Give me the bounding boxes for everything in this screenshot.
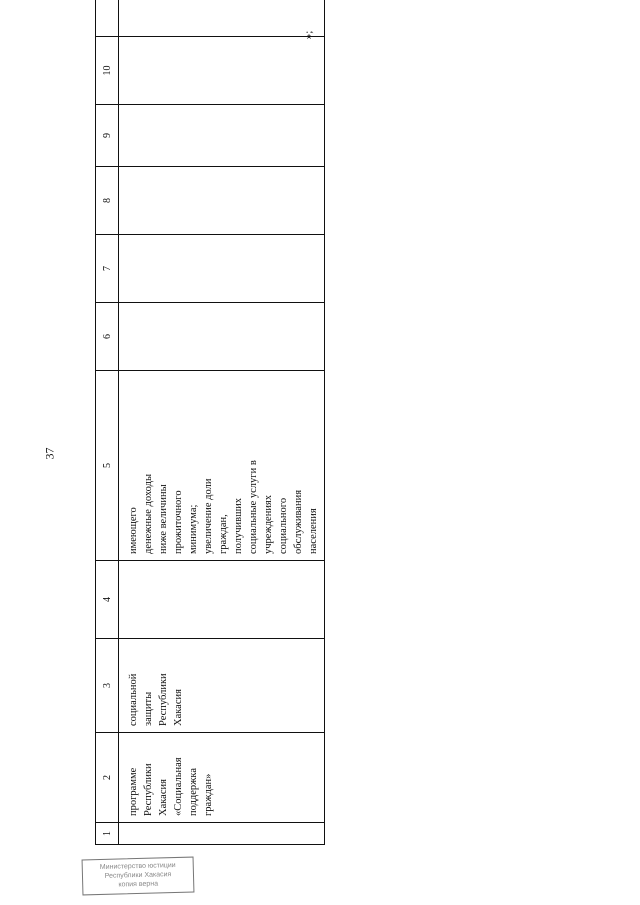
cell-2-text: программе Республики Хакасия «Социальная поддержка граждан» (128, 757, 214, 816)
rotated-table-container (95, 0, 325, 845)
cell-2 (119, 733, 325, 823)
cell-9 (119, 105, 325, 167)
cell-1-text (119, 823, 126, 844)
cell-3-text: социальной защиты Республики Хакасия (128, 673, 184, 726)
stamp-line-3: копия верна (118, 880, 159, 889)
col-num-7: 7 (96, 235, 119, 303)
column-number-row (96, 0, 119, 845)
cell-1 (119, 823, 325, 845)
table-row (119, 0, 325, 845)
cell-5-text: имеющего денежные доходы ниже величины прожиточного минимума; увеличение доли граждан, получивших социальные услуги в учреждениях социального обслуживания населения (128, 460, 319, 554)
cell-6-text (119, 303, 126, 370)
cell-8 (119, 167, 325, 235)
cell-4 (119, 561, 325, 639)
certification-stamp (82, 857, 195, 896)
col-num-2: 2 (96, 733, 119, 823)
program-table (95, 0, 325, 845)
stamp-line-1: Министерство юстиции (99, 862, 176, 871)
col-num-11 (96, 0, 119, 37)
cell-8-text (119, 167, 126, 234)
col-num-5: 5 (96, 371, 119, 561)
page-number: 37 (42, 447, 57, 460)
col-num-6: 6 (96, 303, 119, 371)
cell-10 (119, 37, 325, 105)
cell-4-text (119, 561, 126, 638)
cell-5 (119, 371, 325, 561)
closing-quote-mark: »; (302, 30, 315, 40)
stamp-line-2: Республики Хакасия (104, 871, 172, 880)
col-num-9: 9 (96, 105, 119, 167)
cell-10-text (119, 37, 126, 104)
col-num-1: 1 (96, 823, 119, 845)
cell-6 (119, 303, 325, 371)
col-num-8: 8 (96, 167, 119, 235)
cell-3 (119, 639, 325, 733)
cell-9-text (119, 105, 126, 166)
col-num-10: 10 (96, 37, 119, 105)
cell-7 (119, 235, 325, 303)
col-num-3: 3 (96, 639, 119, 733)
cell-7-text (119, 235, 126, 302)
cell-11 (119, 0, 325, 37)
cell-11-text (119, 0, 126, 36)
col-num-4: 4 (96, 561, 119, 639)
